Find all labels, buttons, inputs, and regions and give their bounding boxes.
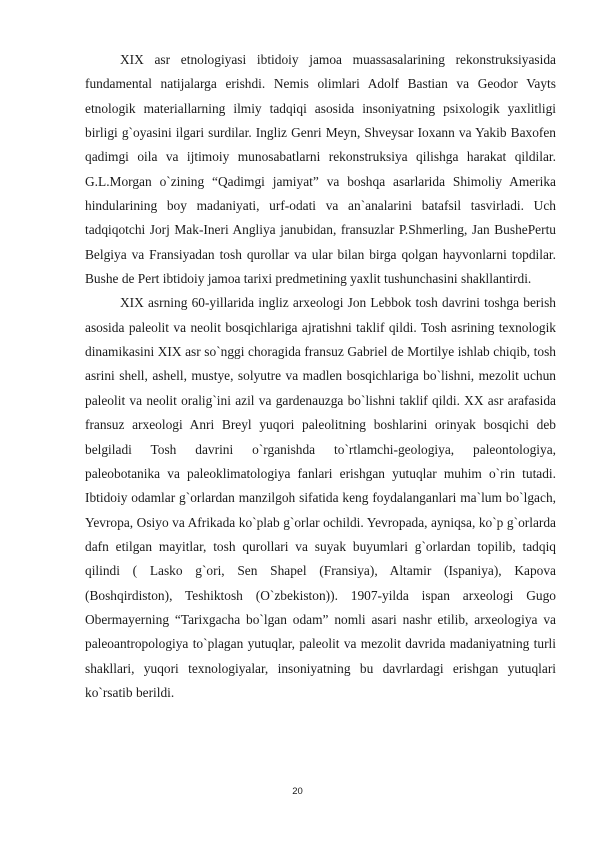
body-text [85, 48, 556, 705]
paragraph-1: XIX asr etnologiyasi ibtidoiy jamoa muassasalarining rekonstruksiyasida fundamental natijalarga erishdi. Nemis olimlari Adolf Bastian va Geodor Vayts etnologik materiallarning ilmiy tadqiqi asosida insoniyatning psixologik yaxlitligi birligi g`oyasini ilgari surdilar. Ingliz Genri Meyn, Shveysar Ioxann va Yakib Baxofen qadimgi oila va ijtimoiy munosabatlarni rekonstruksiya qilishga harakat qildilar. G.L.Morgan o`zining “Qadimgi jamiyat” va boshqa asarlarida Shimoliy Amerika hindularining boy madaniyati, urf-odati va an`analarini batafsil tasvirladi. Uch tadqiqotchi Jorj Mak-Ineri Angliya janubidan, fransuzlar P.Shmerling, Jan BushePertu Belgiya va Fransiyadan tosh qurollar va ular bilan birga qolgan hayvonlarni topdilar. Bushe de Pert ibtidoiy jamoa tarixi predmetining yaxlit tushunchasini shakllantirdi. [85, 52, 556, 287]
paragraph-2: XIX asrning 60-yillarida ingliz arxeologi Jon Lebbok tosh davrini toshga berish asosida paleolit va neolit bosqichlariga ajratishni taklif qildi. Tosh asrining texnologik dinamikasini XIX asr so`nggi choragida fransuz Gabriel de Mortilye ishlab chiqib, tosh asrini shell, ashell, mustye, solyutre va madlen bosqichlariga bo`lishni, mezolit uchun paleolit va neolit oralig`ini azil va gardenauzga bo`lishni taklif qildi. XX asr arafasida fransuz arxeologi Anri Breyl yuqori paleolitning boshlarini orinyak bosqichi deb belgiladi Tosh davrini o`rganishda to`rtlamchi-geologiya, paleontologiya, paleobotanika va paleoklimatologiya fanlari erishgan yutuqlar muhim o`rin tutadi. Ibtidoiy odamlar g`orlardan manzilgoh sifatida keng foydalanganlari ma`lum bo`lgach, Yevropa, Osiyo va Afrikada ko`plab g`orlar ochildi. Yevropada, ayniqsa, ko`p g`orlarda dafn etilgan mayitlar, tosh qurollari va suyak buyumlari g`orlardan topilib, tadqiq qilindi ( Lasko g`ori, Sen Shapel (Fransiya), Altamir (Ispaniya), Kapova (Boshqirdiston), Teshiktosh (O`zbekiston)). 1907-yilda ispan arxeologi Gugo Obermayerning “Tarixgacha bo`lgan odam” nomli asari nashr etilib, arxeologiya va paleoantropologiya to`plagan yutuqlar, paleolit va mezolit davrida madaniyatning turli shakllari, yuqori texnologiyalar, insoniyatning bu davrlardagi erishgan yutuqlari ko`rsatib berildi. [85, 295, 556, 700]
page-number: 20 [292, 786, 303, 797]
